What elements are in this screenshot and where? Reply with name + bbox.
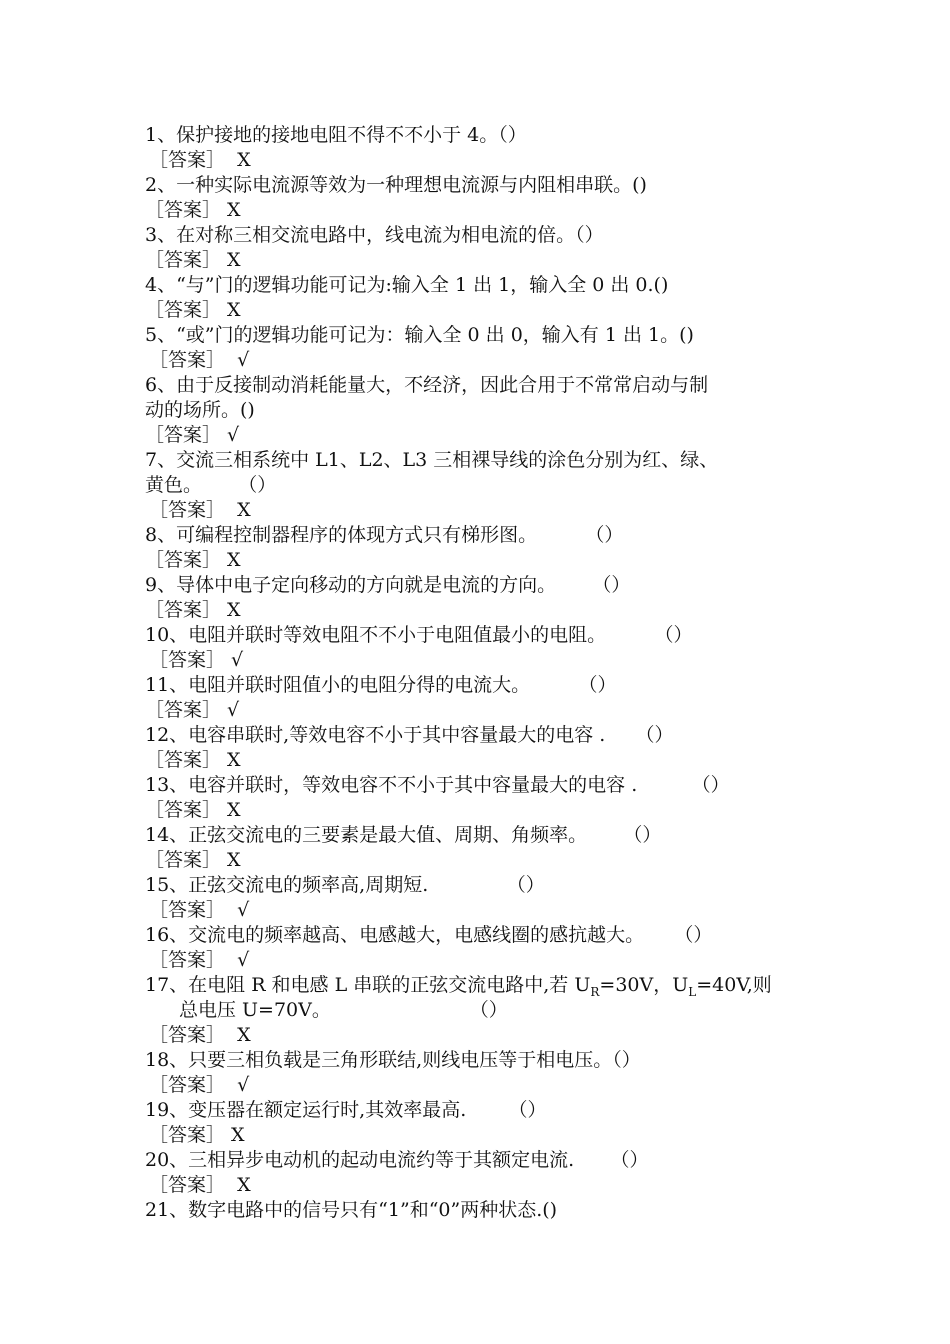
question-text: 21、数字电路中的信号只有“1”和“0”两种状态.(): [145, 1199, 558, 1221]
answer-text: ［答案］ X: [149, 1024, 251, 1046]
answer-text: ［答案］ X: [145, 599, 241, 621]
question-text: 13、电容并联时，等效电容不不小于其中容量最大的电容 . （）: [145, 774, 730, 796]
answer-text: ［答案］ X: [149, 149, 251, 171]
question-text: 18、只要三相负载是三角形联结,则线电压等于相电压。（）: [145, 1049, 641, 1071]
answer-text: ［答案］ √: [149, 1074, 250, 1096]
question-list: [145, 123, 815, 1223]
question-text: 8、可编程控制器程序的体现方式只有梯形图。 （）: [145, 524, 624, 546]
question-text: 3、在对称三相交流电路中，线电流为相电流的倍。（）: [145, 224, 604, 246]
answer-text: ［答案］ X: [145, 249, 241, 271]
answer-text: ［答案］ √: [149, 649, 244, 671]
answer-text: ［答案］ X: [145, 549, 241, 571]
answer-text: ［答案］ √: [149, 899, 250, 921]
question-text: 19、变压器在额定运行时,其效率最高. （）: [145, 1099, 547, 1121]
answer-text: ［答案］ X: [145, 749, 241, 771]
answer-text: ［答案］ √: [145, 424, 240, 446]
question-text: 16、交流电的频率越高、电感越大，电感线圈的感抗越大。 （）: [145, 924, 713, 946]
question-text: 4、“与”门的逻辑功能可记为:输入全 1 出 1，输入全 0 出 0.(): [145, 274, 669, 296]
answer-text: ［答案］ X: [149, 1174, 251, 1196]
question-text: [145, 973, 815, 998]
subscript: R: [590, 984, 600, 999]
answer-text: ［答案］ X: [145, 199, 241, 221]
answer-text: ［答案］ X: [145, 849, 241, 871]
answer-text: ［答案］ √: [145, 699, 240, 721]
subscript: L: [688, 984, 697, 999]
question-text-part: 17、在电阻 R 和电感 L 串联的正弦交流电路中,若 U: [145, 974, 591, 996]
question-text: 11、电阻并联时阻值小的电阻分得的电流大。 （）: [145, 674, 617, 696]
answer-text: ［答案］ X: [145, 299, 241, 321]
answer-text: ［答案］ X: [149, 1124, 245, 1146]
answer-text: ［答案］ X: [149, 499, 251, 521]
question-text: 1、保护接地的接地电阻不得不不小于 4。（）: [145, 124, 527, 146]
question-text-continued: 黄色。 （）: [145, 474, 277, 496]
question-text: 20、三相异步电动机的起动电流约等于其额定电流. （）: [145, 1149, 649, 1171]
answer-text: ［答案］ √: [149, 349, 250, 371]
question-text: 12、电容串联时,等效电容不小于其中容量最大的电容 . （）: [145, 724, 674, 746]
question-text: 5、“或”门的逻辑功能可记为：输入全 0 出 0，输入有 1 出 1。(): [145, 324, 694, 346]
question-text: 15、正弦交流电的频率高,周期短. （）: [145, 874, 545, 896]
question-text-continued: 总电压 U=70V。 （）: [179, 999, 508, 1021]
question-text: 9、导体中电子定向移动的方向就是电流的方向。 （）: [145, 574, 631, 596]
question-text: 10、电阻并联时等效电阻不不小于电阻值最小的电阻。 （）: [145, 624, 693, 646]
answer-text: ［答案］ X: [145, 799, 241, 821]
question-text-part: =30V，U: [599, 974, 689, 996]
question-text: 7、交流三相系统中 L1、L2、L3 三相裸导线的涂色分别为红、绿、: [145, 449, 719, 471]
question-text: 6、由于反接制动消耗能量大，不经济，因此合用于不常常启动与制: [145, 374, 709, 396]
answer-text: ［答案］ √: [149, 949, 250, 971]
question-text-continued: 动的场所。(): [145, 399, 255, 421]
question-text-part: =40V,则: [696, 974, 772, 996]
question-text: 14、正弦交流电的三要素是最大值、周期、角频率。 （）: [145, 824, 662, 846]
question-text: 2、一种实际电流源等效为一种理想电流源与内阻相串联。(): [145, 174, 647, 196]
